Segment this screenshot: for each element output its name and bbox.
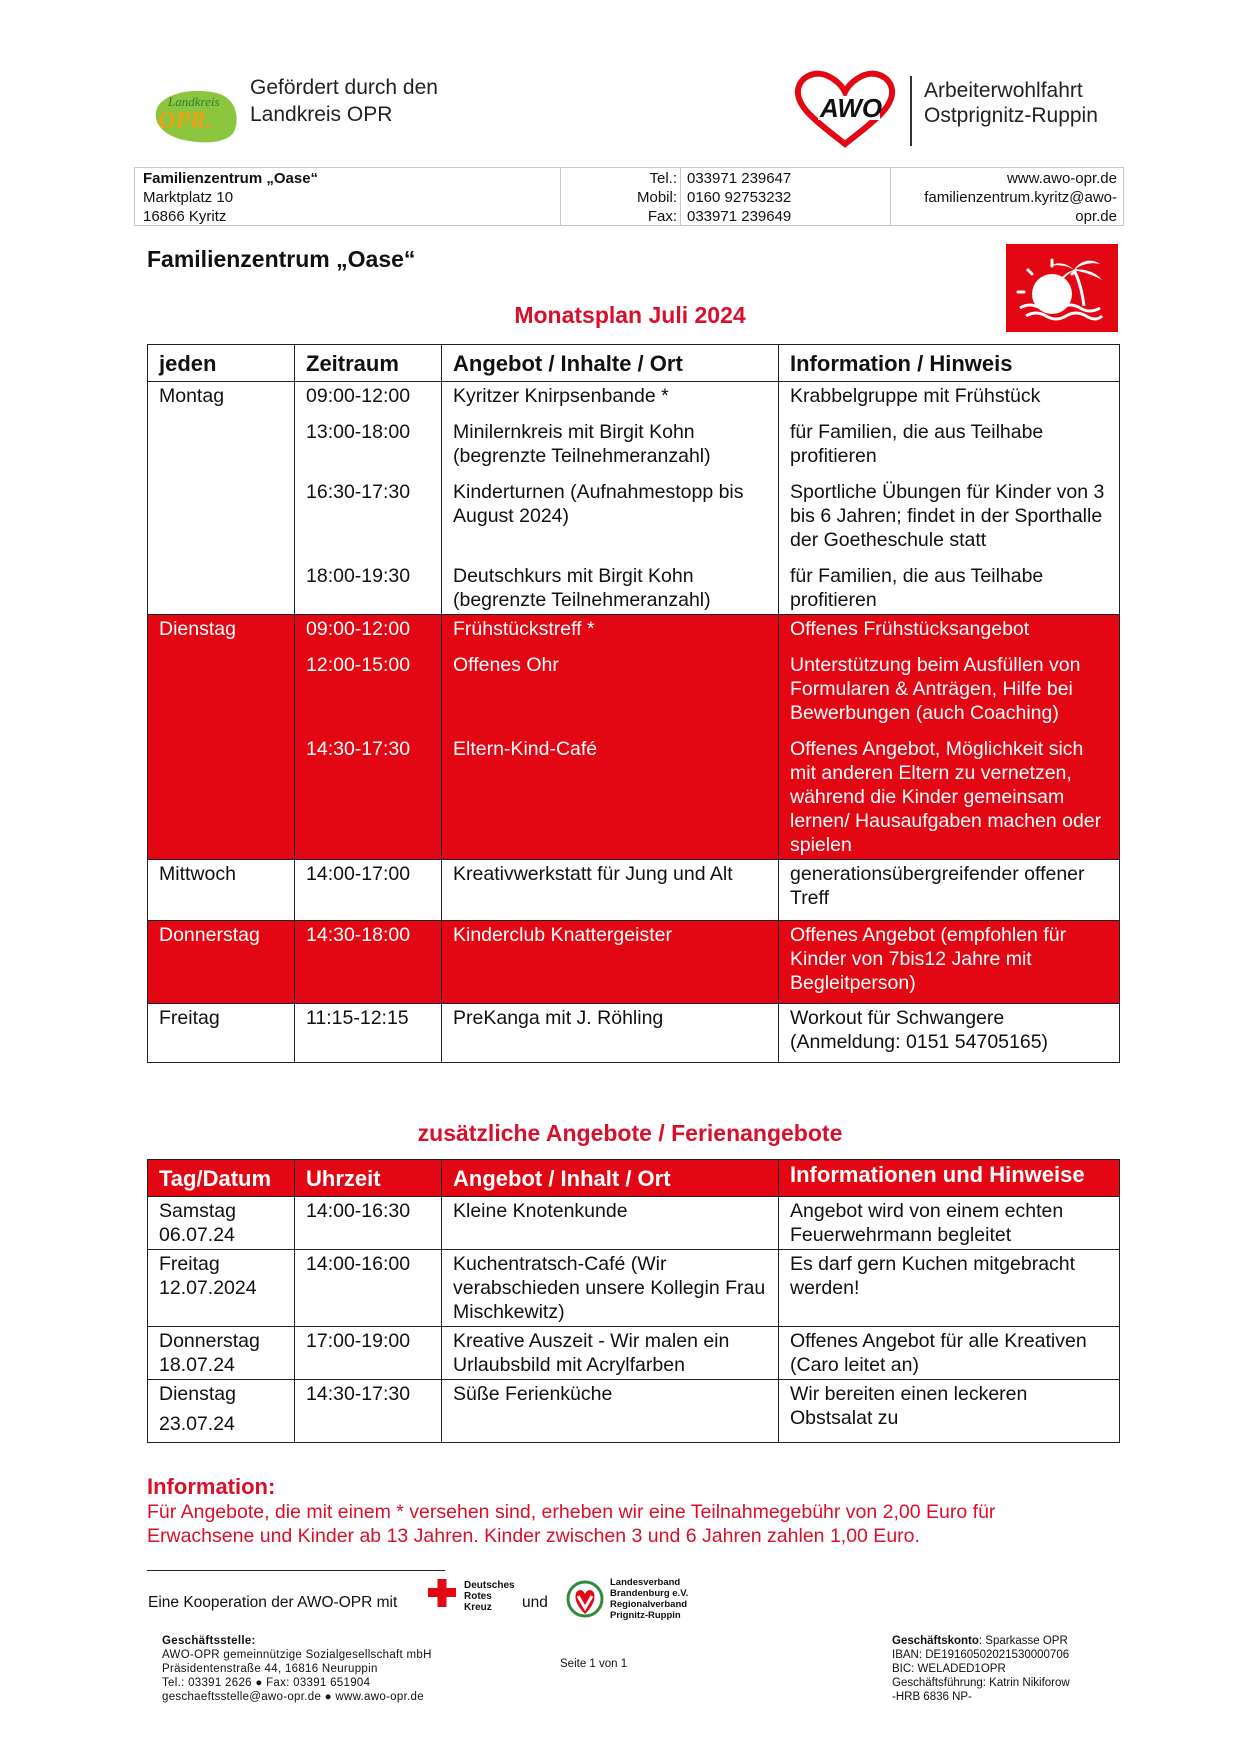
- time-cell: 16:30-17:30: [295, 470, 442, 554]
- table-row: [148, 727, 1120, 860]
- extra-offers-table: [147, 1159, 1120, 1443]
- column-header: Zeitraum: [295, 345, 442, 382]
- opr-logo-text-bottom: OPR.: [158, 108, 212, 134]
- landkreis-opr-logo: [150, 88, 242, 144]
- day-cell: [148, 554, 295, 615]
- footer-divider: [147, 1570, 445, 1571]
- volkssolidaritaet-logo: [566, 1574, 706, 1624]
- info-cell: Unterstützung beim Ausfüllen von Formularen & Anträgen, Hilfe bei Bewerbungen (auch Coaching): [779, 643, 1120, 727]
- red-cross-logo: [424, 1578, 524, 1614]
- info-cell: für Familien, die aus Teilhabe profitieren: [779, 410, 1120, 470]
- offer-cell: Kreativwerkstatt für Jung und Alt: [442, 860, 779, 921]
- time-cell: 18:00-19:30: [295, 554, 442, 615]
- info-cell: Krabbelgruppe mit Frühstück: [779, 382, 1120, 411]
- awo-divider: [910, 76, 912, 146]
- und-text: und: [522, 1594, 548, 1611]
- offer-cell: Kreative Auszeit - Wir malen ein Urlaubsbild mit Acrylfarben: [442, 1327, 779, 1380]
- day-cell: Montag: [148, 382, 295, 411]
- table-row: [148, 1327, 1120, 1380]
- awo-logo-text: AWO: [820, 93, 883, 123]
- info-cell: Workout für Schwangere (Anmeldung: 0151 54705165): [779, 1004, 1120, 1063]
- date-cell: Samstag 06.07.24: [148, 1197, 295, 1250]
- date-cell: Donnerstag 18.07.24: [148, 1327, 295, 1380]
- time-cell: 09:00-12:00: [295, 382, 442, 411]
- table-row: [148, 1004, 1120, 1063]
- month-title: Monatsplan Juli 2024: [514, 302, 746, 328]
- day-cell: [148, 727, 295, 860]
- column-header: Angebot / Inhalt / Ort: [442, 1160, 779, 1197]
- table-row: [148, 382, 1120, 411]
- table-row: [148, 1380, 1120, 1443]
- page-title: Familienzentrum „Oase“: [147, 246, 416, 272]
- information-text: Für Angebote, die mit einem * versehen sind, erheben wir eine Teilnahmegebühr von 2,00 Euro für Erwachsene und Kinder ab 13 Jahren. Kinder zwischen 3 und 6 Jahren zahlen 1,00 Euro.: [147, 1501, 996, 1547]
- offer-cell: Kinderturnen (Aufnahmestopp bis August 2024): [442, 470, 779, 554]
- table-row: [148, 554, 1120, 615]
- beach-palm-icon: [1006, 244, 1118, 332]
- offer-cell: Frühstückstreff *: [442, 615, 779, 644]
- offer-cell: Kinderclub Knattergeister: [442, 921, 779, 1004]
- time-cell: 14:30-17:30: [295, 727, 442, 860]
- time-cell: 13:00-18:00: [295, 410, 442, 470]
- lvb-text-line: Landesverband: [610, 1577, 681, 1588]
- column-header: Information / Hinweis: [779, 345, 1120, 382]
- email-link[interactable]: familienzentrum.kyritz@awo-opr.de: [924, 189, 1117, 225]
- column-header: Informationen und Hinweise: [779, 1160, 1120, 1197]
- web-contact: [895, 168, 1117, 225]
- time-cell: 14:00-16:30: [295, 1197, 442, 1250]
- contact-separator: [560, 168, 561, 225]
- cooperation-text: Eine Kooperation der AWO-OPR mit: [148, 1594, 398, 1611]
- lvb-text-line: Regionalverband: [610, 1599, 688, 1610]
- table-row: [148, 643, 1120, 727]
- date-cell: Freitag 12.07.2024: [148, 1250, 295, 1327]
- column-header: Uhrzeit: [295, 1160, 442, 1197]
- info-cell: Offenes Frühstücksangebot: [779, 615, 1120, 644]
- time-cell: 17:00-19:00: [295, 1327, 442, 1380]
- info-cell: Angebot wird von einem echten Feuerwehrmann begleitet: [779, 1197, 1120, 1250]
- website-link[interactable]: www.awo-opr.de: [1006, 170, 1117, 187]
- table-row: [148, 921, 1120, 1004]
- day-cell: [148, 470, 295, 554]
- info-cell: für Familien, die aus Teilhabe profitieren: [779, 554, 1120, 615]
- table-header-row: [148, 1160, 1120, 1197]
- table-row: [148, 860, 1120, 921]
- geschaeftsstelle-block: Geschäftsstelle: AWO-OPR gemeinnützige Sozialgesellschaft mbH Präsidentenstraße 44, 16816 Neuruppin Tel.: 03391 2626 ● Fax: 03391 651904 geschaeftsstelle@awo-opr.de ● www.awo-opr.de: [162, 1635, 432, 1703]
- offer-cell: Eltern-Kind-Café: [442, 727, 779, 860]
- day-cell: [148, 643, 295, 727]
- table-row: [148, 615, 1120, 644]
- opr-logo-text-top: Landkreis: [168, 94, 220, 109]
- bank-account-block: Geschäftskonto: Sparkasse OPR IBAN: DE19160502021530000706 BIC: WELADED1OPR Geschäftsführung: Katrin Nikiforow -HRB 6836 NP-: [892, 1635, 1070, 1703]
- phone-labels: Tel.: Mobil: Fax:: [636, 170, 677, 225]
- lvb-text-line: Prignitz-Ruppin: [610, 1610, 681, 1621]
- extra-offers-title: zusätzliche Angebote / Ferienangebote: [417, 1120, 843, 1146]
- time-cell: 11:15-12:15: [295, 1004, 442, 1063]
- page-number: Seite 1 von 1: [560, 1658, 628, 1670]
- contact-separator: [890, 168, 891, 225]
- monthly-schedule-table: [147, 344, 1120, 1063]
- offer-cell: Kleine Knotenkunde: [442, 1197, 779, 1250]
- day-cell: [148, 410, 295, 470]
- day-cell: Donnerstag: [148, 921, 295, 1004]
- offer-cell: Kuchentratsch-Café (Wir verabschieden unsere Kollegin Frau Mischkewitz): [442, 1250, 779, 1327]
- info-cell: Offenes Angebot (empfohlen für Kinder von 7bis12 Jahre mit Begleitperson): [779, 921, 1120, 1004]
- offer-cell: Minilernkreis mit Birgit Kohn (begrenzte Teilnehmeranzahl): [442, 410, 779, 470]
- table-row: [148, 1250, 1120, 1327]
- awo-logo: [790, 70, 900, 148]
- table-row: [148, 470, 1120, 554]
- offer-cell: Süße Ferienküche: [442, 1380, 779, 1443]
- table-row: [148, 410, 1120, 470]
- offer-cell: Kyritzer Knirpsenbande *: [442, 382, 779, 411]
- day-cell: Dienstag: [148, 615, 295, 644]
- offer-cell: Deutschkurs mit Birgit Kohn (begrenzte Teilnehmeranzahl): [442, 554, 779, 615]
- date-cell: Dienstag 23.07.24: [148, 1380, 295, 1443]
- offer-cell: Offenes Ohr: [442, 643, 779, 727]
- day-cell: Mittwoch: [148, 860, 295, 921]
- lvb-text-line: Brandenburg e.V.: [610, 1588, 689, 1599]
- contact-box: [134, 167, 1124, 226]
- info-cell: Sportliche Übungen für Kinder von 3 bis 6 Jahren; findet in der Sporthalle der Goetheschule statt: [779, 470, 1120, 554]
- offer-cell: PreKanga mit J. Röhling: [442, 1004, 779, 1063]
- time-cell: 09:00-12:00: [295, 615, 442, 644]
- contact-separator: [680, 168, 681, 225]
- table-header-row: [148, 345, 1120, 382]
- info-cell: Wir bereiten einen leckeren Obstsalat zu: [779, 1380, 1120, 1443]
- drk-text-line: Deutsches: [464, 1580, 515, 1591]
- info-cell: Offenes Angebot, Möglichkeit sich mit anderen Eltern zu vernetzen, während die Kinder gemeinsam lernen/ Hausaufgaben machen oder spielen: [779, 727, 1120, 860]
- gefoerdert-text: Gefördert durch den Landkreis OPR: [250, 76, 438, 126]
- column-header: Angebot / Inhalte / Ort: [442, 345, 779, 382]
- info-cell: Offenes Angebot für alle Kreativen (Caro leitet an): [779, 1327, 1120, 1380]
- time-cell: 14:30-18:00: [295, 921, 442, 1004]
- day-cell: Freitag: [148, 1004, 295, 1063]
- address-block: Familienzentrum „Oase“ Marktplatz 10 16866 Kyritz: [143, 170, 319, 225]
- info-cell: generationsübergreifender offener Treff: [779, 860, 1120, 921]
- drk-text-line: Kreuz: [464, 1602, 492, 1613]
- time-cell: 14:30-17:30: [295, 1380, 442, 1443]
- column-header: jeden: [148, 345, 295, 382]
- time-cell: 12:00-15:00: [295, 643, 442, 727]
- drk-text-line: Rotes: [464, 1591, 492, 1602]
- information-heading: Information:: [147, 1474, 276, 1499]
- time-cell: 14:00-16:00: [295, 1250, 442, 1327]
- awo-name: Arbeiterwohlfahrt Ostprignitz-Ruppin: [924, 79, 1098, 127]
- info-cell: Es darf gern Kuchen mitgebracht werden!: [779, 1250, 1120, 1327]
- table-row: [148, 1197, 1120, 1250]
- time-cell: 14:00-17:00: [295, 860, 442, 921]
- phone-numbers: 033971 239647 0160 92753232 033971 239649: [687, 170, 792, 225]
- column-header: Tag/Datum: [148, 1160, 295, 1197]
